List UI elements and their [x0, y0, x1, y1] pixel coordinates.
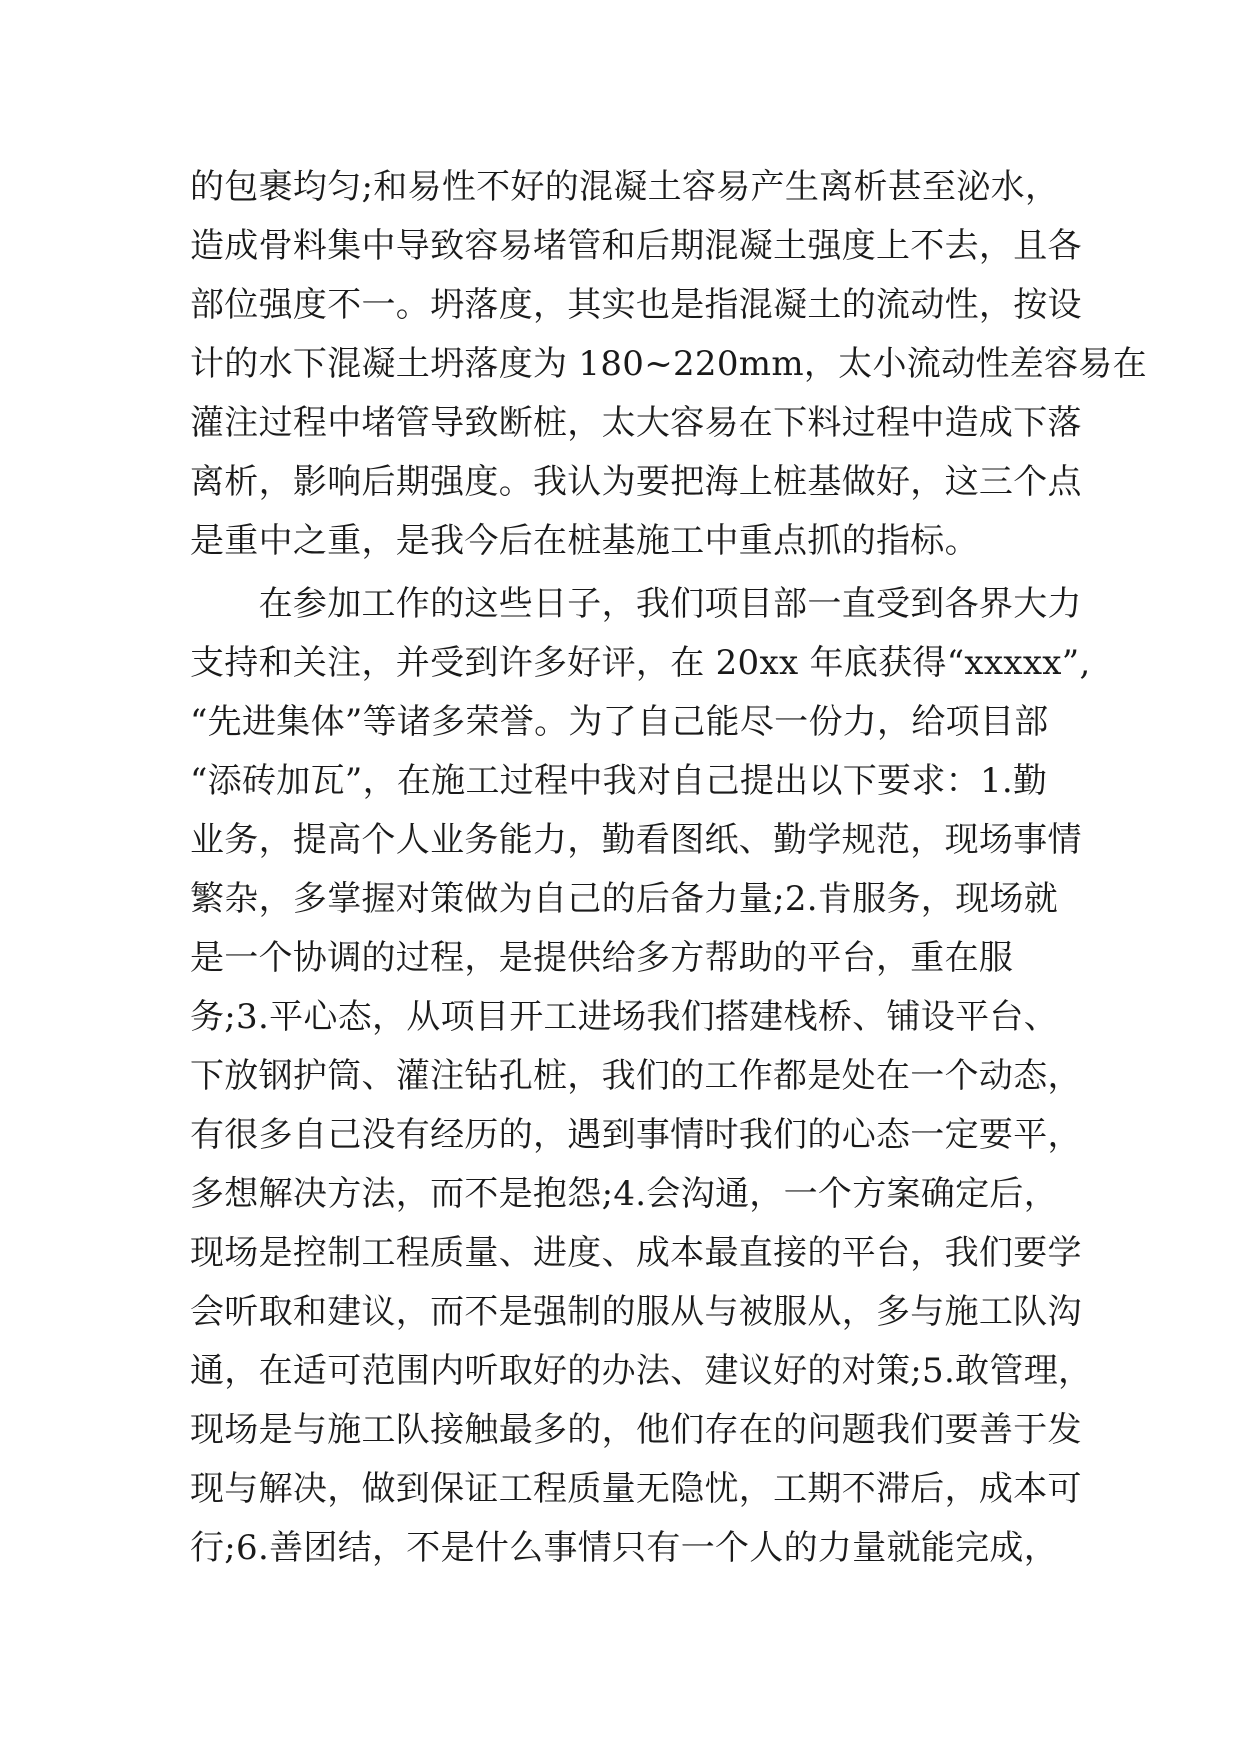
- paragraph-1: [190, 158, 1147, 571]
- text-line: 在参加工作的这些日子，我们项目部一直受到各界大力: [190, 584, 1082, 624]
- text-line: 会听取和建议，而不是强制的服从与被服从，多与施工队沟: [190, 1292, 1082, 1332]
- text-line: 是重中之重，是我今后在桩基施工中重点抓的指标。: [190, 521, 979, 561]
- text-line: “先进集体”等诸多荣誉。为了自己能尽一份力，给项目部: [190, 702, 1049, 742]
- text-line: 多想解决方法，而不是抱怨;4.会沟通，一个方案确定后，: [190, 1174, 1058, 1214]
- text-line: “添砖加瓦”，在施工过程中我对自己提出以下要求：1.勤: [190, 761, 1048, 801]
- text-line: 离析，影响后期强度。我认为要把海上桩基做好，这三个点: [190, 462, 1082, 502]
- text-line: 繁杂，多掌握对策做为自己的后备力量;2.肯服务，现场就: [190, 879, 1058, 919]
- text-line: 业务，提高个人业务能力，勤看图纸、勤学规范，现场事情: [190, 820, 1082, 860]
- text-line: 造成骨料集中导致容易堵管和后期混凝土强度上不去，且各: [190, 226, 1082, 266]
- text-line: 灌注过程中堵管导致断桩，太大容易在下料过程中造成下落: [190, 403, 1082, 443]
- body-text: [190, 158, 1147, 1578]
- paragraph-2: [190, 575, 1093, 1578]
- text-line: 现场是与施工队接触最多的，他们存在的问题我们要善于发: [190, 1410, 1082, 1450]
- text-line: 下放钢护筒、灌注钻孔桩，我们的工作都是处在一个动态，: [190, 1056, 1082, 1096]
- text-line: 有很多自己没有经历的，遇到事情时我们的心态一定要平，: [190, 1115, 1082, 1155]
- text-line: 支持和关注，并受到许多好评，在 20xx 年底获得“xxxxx”,: [190, 643, 1091, 683]
- text-line: 行;6.善团结，不是什么事情只有一个人的力量就能完成，: [190, 1528, 1058, 1568]
- text-line: 部位强度不一。坍落度，其实也是指混凝土的流动性，按设: [190, 285, 1082, 325]
- text-line: 是一个协调的过程，是提供给多方帮助的平台，重在服: [190, 938, 1014, 978]
- text-line: 通，在适可范围内听取好的办法、建议好的对策;5.敢管理，: [190, 1351, 1093, 1391]
- text-line: 计的水下混凝土坍落度为 180~220mm，太小流动性差容易在: [190, 344, 1147, 384]
- text-line: 的包裹均匀;和易性不好的混凝土容易产生离析甚至泌水，: [190, 167, 1060, 207]
- text-line: 现与解决，做到保证工程质量无隐忧，工期不滞后，成本可: [190, 1469, 1082, 1509]
- text-line: 现场是控制工程质量、进度、成本最直接的平台，我们要学: [190, 1233, 1082, 1273]
- text-line: 务;3.平心态，从项目开工进场我们搭建栈桥、铺设平台、: [190, 997, 1058, 1037]
